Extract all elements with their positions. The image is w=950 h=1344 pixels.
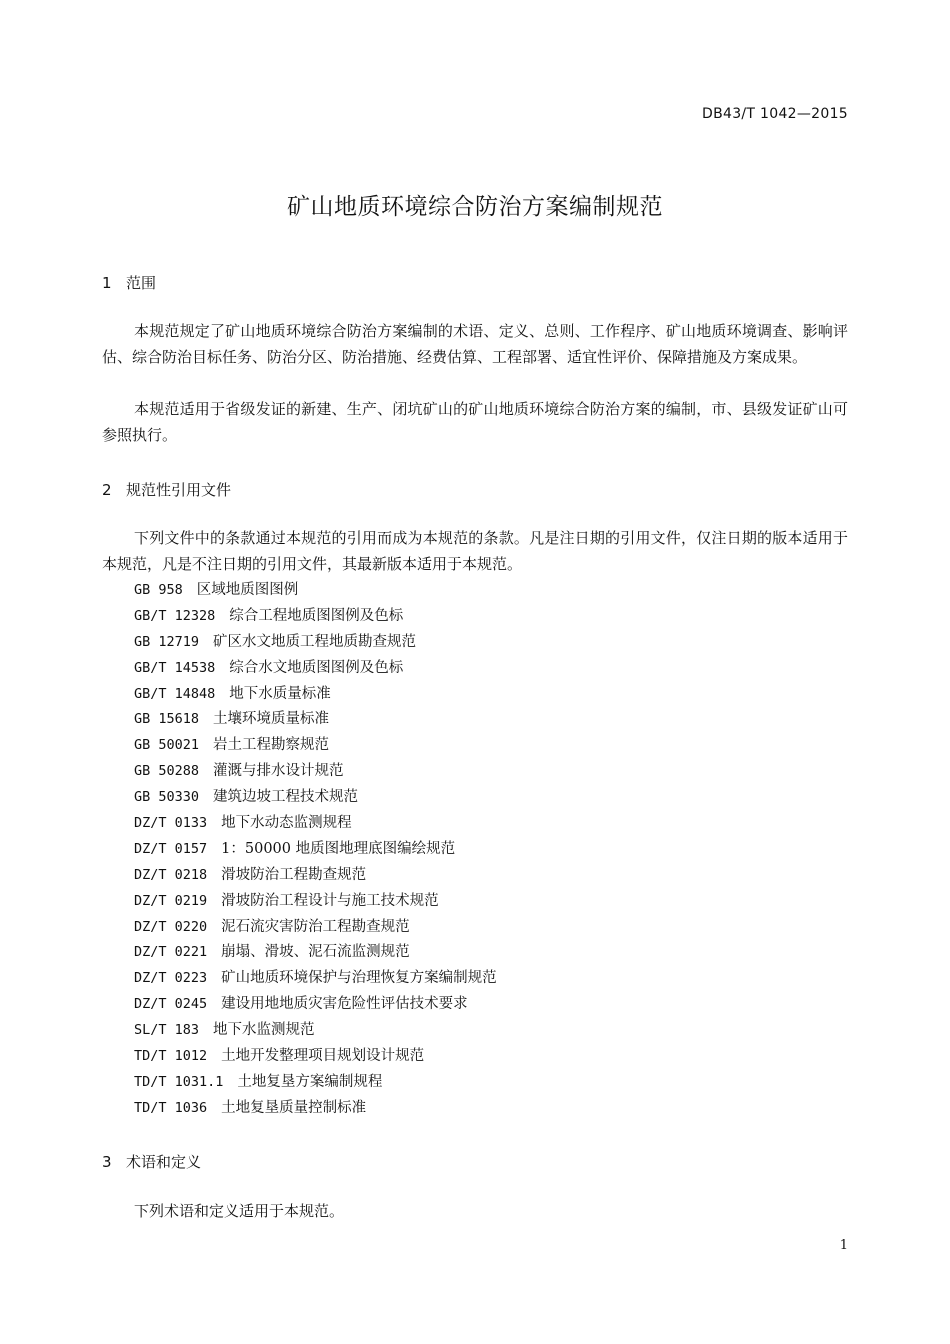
reference-item [134, 785, 497, 811]
reference-code: DZ/T 0245 [134, 996, 208, 1013]
reference-code: GB 50330 [134, 789, 200, 806]
reference-code: DZ/T 0218 [134, 866, 208, 883]
reference-code: GB/T 14538 [134, 659, 216, 676]
reference-code: GB/T 14848 [134, 685, 216, 702]
reference-code: GB 958 [134, 582, 183, 598]
reference-code: DZ/T 0223 [134, 970, 208, 987]
reference-name: 土壤环境质量标准 [213, 711, 330, 728]
reference-code: DZ/T 0220 [134, 918, 208, 935]
reference-item [134, 759, 497, 785]
section-3-paragraph-1: 下列术语和定义适用于本规范。 [134, 1202, 345, 1220]
reference-code: TD/T 1012 [134, 1048, 208, 1065]
reference-name: 灌溉与排水设计规范 [213, 763, 344, 780]
section-1-paragraph-1: 本规范规定了矿山地质环境综合防治方案编制的术语、定义、总则、工作程序、矿山地质环境调查、影响评估、综合防治目标任务、防治分区、防治措施、经费估算、工程部署、适宜性评价、保障措施及方案成果。 [102, 322, 848, 366]
section-3-heading [102, 1151, 201, 1172]
reference-code: SL/T 183 [134, 1022, 200, 1039]
reference-item [134, 837, 497, 863]
reference-item [134, 630, 497, 656]
section-1-paragraph-2: 本规范适用于省级发证的新建、生产、闭坑矿山的矿山地质环境综合防治方案的编制，市、县级发证矿山可参照执行。 [102, 400, 848, 444]
reference-name: 岩土工程勘察规范 [213, 737, 330, 754]
section-title: 范围 [126, 274, 157, 292]
section-title: 规范性引用文件 [126, 481, 232, 499]
section-number: 3 [102, 1153, 112, 1171]
reference-item [134, 1070, 497, 1096]
reference-name: 土地复垦方案编制规程 [237, 1073, 383, 1090]
reference-item [134, 1096, 497, 1122]
reference-code: GB 50021 [134, 737, 200, 754]
reference-name: 综合工程地质图图例及色标 [229, 607, 404, 624]
reference-item [134, 811, 497, 837]
section-2-heading [102, 479, 231, 500]
reference-item [134, 733, 497, 759]
reference-name: 矿山地质环境保护与治理恢复方案编制规范 [221, 970, 497, 987]
section-number: 1 [102, 274, 112, 292]
reference-name: 地下水监测规范 [213, 1022, 315, 1039]
section-1-heading [102, 272, 156, 293]
reference-item [134, 940, 497, 966]
reference-name: 矿区水文地质工程地质勘查规范 [213, 633, 417, 650]
section-title: 术语和定义 [126, 1153, 202, 1171]
reference-code: TD/T 1036 [134, 1099, 208, 1116]
reference-code: GB 15618 [134, 711, 200, 728]
reference-item [134, 992, 497, 1018]
reference-item [134, 966, 497, 992]
reference-name: 地下水质量标准 [229, 685, 331, 702]
reference-item [134, 682, 497, 708]
reference-item [134, 1018, 497, 1044]
reference-item [134, 915, 497, 941]
normative-references-list [134, 578, 497, 1122]
reference-item [134, 707, 497, 733]
standard-code: DB43/T 1042—2015 [702, 106, 848, 122]
reference-code: DZ/T 0133 [134, 815, 208, 832]
reference-name: 崩塌、滑坡、泥石流监测规范 [221, 944, 410, 961]
reference-code: DZ/T 0221 [134, 944, 208, 961]
reference-code: DZ/T 0157 [134, 840, 208, 857]
reference-name: 建设用地地质灾害危险性评估技术要求 [221, 996, 468, 1013]
reference-item [134, 1044, 497, 1070]
reference-item [134, 889, 497, 915]
reference-name: 1：50000 地质图地理底图编绘规范 [221, 840, 456, 857]
reference-name: 泥石流灾害防治工程勘查规范 [221, 918, 410, 935]
reference-code: GB 50288 [134, 763, 200, 780]
reference-name: 区域地质图图例 [196, 582, 299, 598]
reference-item [134, 578, 497, 604]
reference-name: 建筑边坡工程技术规范 [213, 789, 359, 806]
reference-name: 土地复垦质量控制标准 [221, 1099, 367, 1116]
reference-code: GB 12719 [134, 633, 200, 650]
reference-name: 综合水文地质图图例及色标 [229, 659, 404, 676]
document-title: 矿山地质环境综合防治方案编制规范 [287, 194, 663, 220]
reference-name: 地下水动态监测规程 [221, 815, 352, 832]
page-number: 1 [839, 1238, 848, 1253]
reference-code: GB/T 12328 [134, 607, 216, 624]
reference-code: TD/T 1031.1 [134, 1073, 224, 1090]
section-number: 2 [102, 481, 112, 499]
reference-item [134, 656, 497, 682]
reference-name: 土地开发整理项目规划设计规范 [221, 1048, 425, 1065]
reference-name: 滑坡防治工程设计与施工技术规范 [221, 892, 439, 909]
section-2-paragraph-1: 下列文件中的条款通过本规范的引用而成为本规范的条款。凡是注日期的引用文件，仅注日期的版本适用于本规范，凡是不注日期的引用文件，其最新版本适用于本规范。 [102, 529, 848, 573]
reference-code: DZ/T 0219 [134, 892, 208, 909]
reference-item [134, 604, 497, 630]
reference-name: 滑坡防治工程勘查规范 [221, 866, 367, 883]
reference-item [134, 863, 497, 889]
